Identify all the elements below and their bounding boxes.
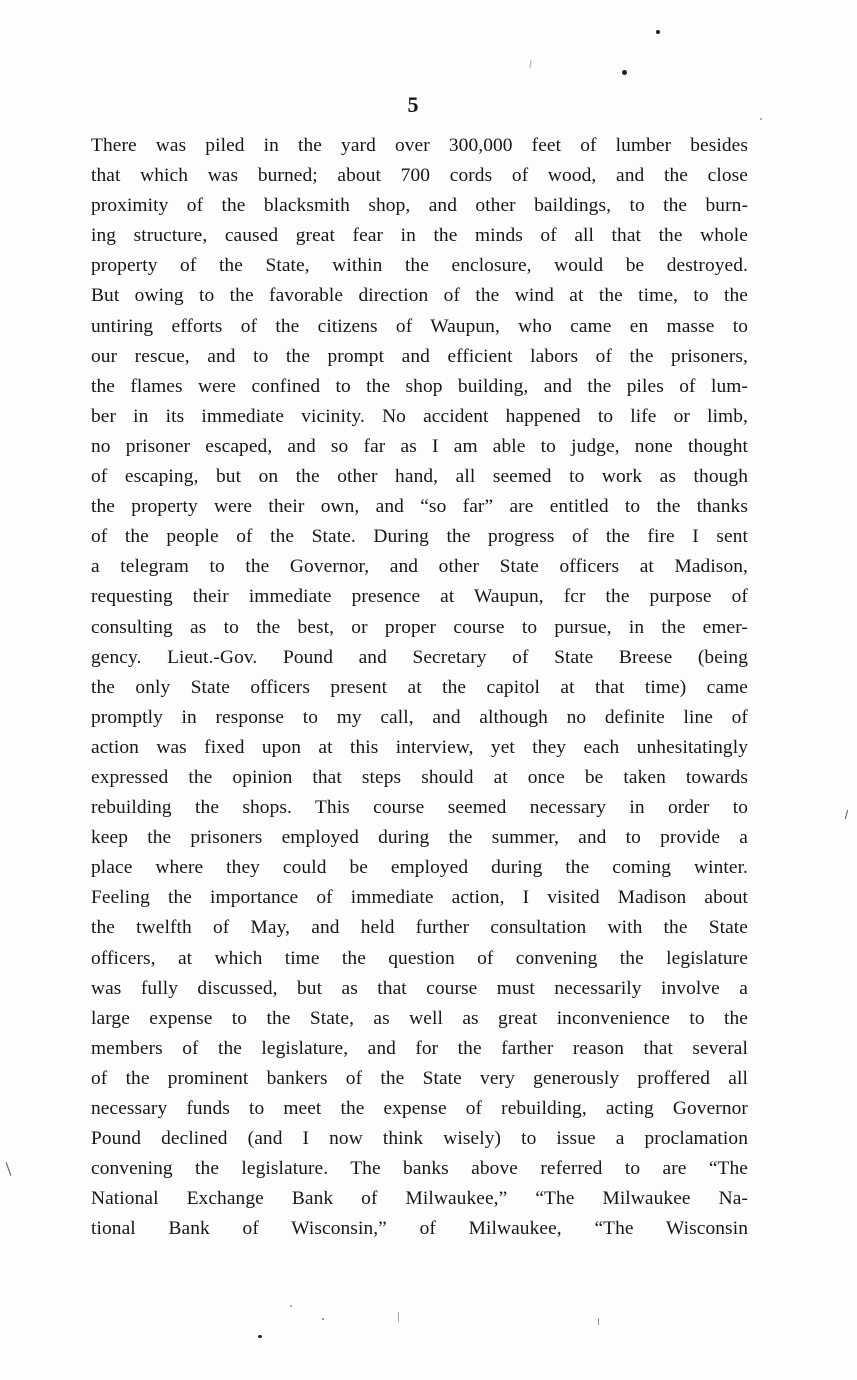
text-line: rebuilding the shops. This course seemed necessary in order to — [91, 797, 748, 819]
text-line: officers, at which time the question of convening the legislature — [91, 947, 748, 969]
page-number: 5 — [407, 92, 419, 117]
text-line: But owing to the favorable direction of the wind at the time, to the — [91, 285, 748, 307]
text-line: keep the prisoners employed during the summer, and to provide a — [91, 827, 748, 849]
text-line: that which was burned; about 700 cords of wood, and the close — [91, 165, 748, 187]
text-line: Feeling the importance of immediate action, I visited Madison about — [91, 887, 748, 909]
text-line: expressed the opinion that steps should at once be taken towards — [91, 766, 748, 788]
text-line: large expense to the State, as well as great inconvenience to the — [91, 1007, 748, 1029]
text-line: There was piled in the yard over 300,000 feet of lumber besides — [91, 135, 748, 156]
scan-mark — [529, 60, 531, 68]
text-line: action was fixed upon at this interview, yet they each unhesitatingly — [91, 736, 748, 758]
text-line: requesting their immediate presence at Waupun, fcr the purpose of — [91, 586, 748, 608]
scan-speck — [760, 118, 762, 120]
text-line: tional Bank of Wisconsin,” of Milwaukee, “The Wisconsin — [91, 1218, 748, 1240]
scan-speck — [656, 30, 660, 34]
text-line: convening the legislature. The banks above referred to are “The — [91, 1158, 748, 1180]
body-text — [91, 131, 748, 1244]
text-line: no prisoner escaped, and so far as I am able to judge, none thought — [91, 435, 748, 457]
text-line: the property were their own, and “so far” are entitled to the thanks — [91, 496, 748, 518]
scan-speck — [290, 1305, 292, 1307]
text-line: of the prominent bankers of the State very generously proffered all — [91, 1067, 748, 1089]
text-line: ing structure, caused great fear in the minds of all that the whole — [91, 225, 748, 247]
text-line: of the people of the State. During the progress of the fire I sent — [91, 526, 748, 548]
text-line: was fully discussed, but as that course must necessarily involve a — [91, 977, 748, 999]
text-line: the twelfth of May, and held further consultation with the State — [91, 917, 748, 939]
text-line: the only State officers present at the capitol at that time) came — [91, 676, 748, 698]
scan-mark — [598, 1318, 599, 1325]
scan-mark — [6, 1162, 12, 1175]
scan-mark — [845, 810, 848, 819]
scan-speck — [322, 1318, 324, 1320]
text-line: necessary funds to meet the expense of rebuilding, acting Governor — [91, 1098, 748, 1119]
text-line: consulting as to the best, or proper course to pursue, in the emer- — [91, 616, 748, 638]
text-line: proximity of the blacksmith shop, and other baildings, to the burn- — [91, 195, 748, 217]
text-line: National Exchange Bank of Milwaukee,” “The Milwaukee Na- — [91, 1188, 748, 1210]
scan-speck — [622, 70, 627, 75]
text-line: a telegram to the Governor, and other State officers at Madison, — [91, 556, 748, 578]
text-line: our rescue, and to the prompt and efficient labors of the prisoners, — [91, 345, 748, 367]
scan-mark — [398, 1312, 399, 1322]
text-line: gency. Lieut.-Gov. Pound and Secretary of State Breese (being — [91, 646, 748, 668]
text-line: of escaping, but on the other hand, all seemed to work as though — [91, 466, 748, 488]
text-line: property of the State, within the enclosure, would be destroyed. — [91, 255, 748, 277]
text-line: members of the legislature, and for the farther reason that several — [91, 1037, 748, 1059]
text-line: the flames were confined to the shop building, and the piles of lum- — [91, 375, 748, 397]
text-line: promptly in response to my call, and although no definite line of — [91, 706, 748, 728]
text-line: Pound declined (and I now think wisely) to issue a proclamation — [91, 1128, 748, 1150]
scan-speck — [258, 1335, 262, 1338]
text-line: untiring efforts of the citizens of Waupun, who came en masse to — [91, 315, 748, 337]
text-line: place where they could be employed during the coming winter. — [91, 857, 748, 879]
text-line: ber in its immediate vicinity. No accident happened to life or limb, — [91, 405, 748, 427]
